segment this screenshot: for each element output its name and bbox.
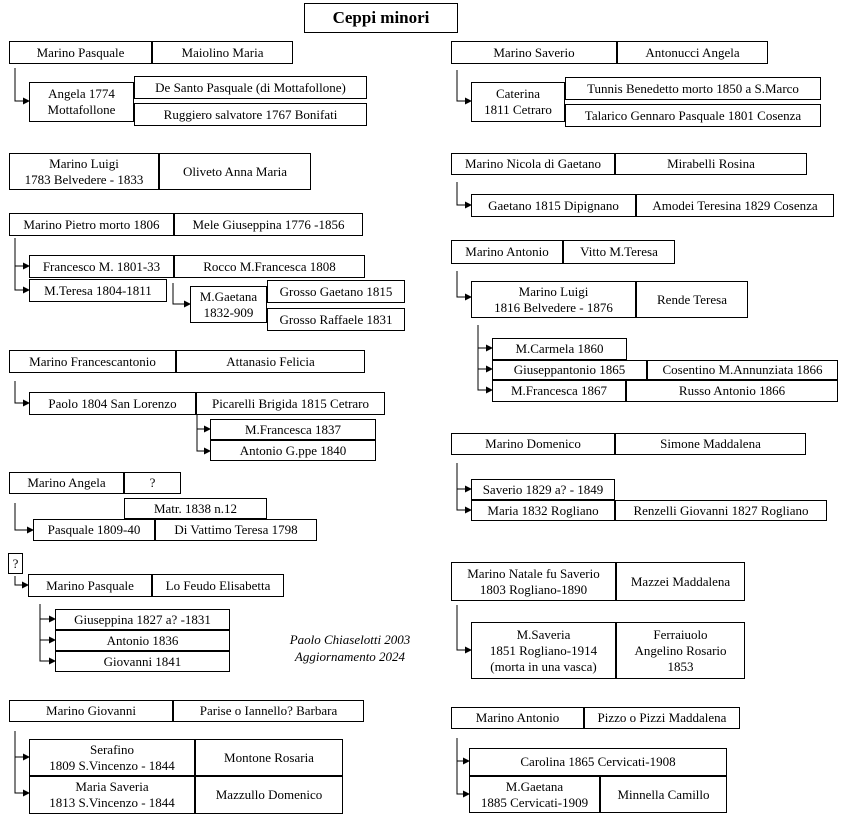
credit-update: Aggiornamento 2024: [294, 649, 406, 664]
spouse-box: Oliveto Anna Maria: [159, 153, 311, 190]
spouse-box: Ferraiuolo Angelino Rosario 1853: [616, 622, 745, 679]
grandchild-box: M.Francesca 1867: [492, 380, 626, 402]
child-box: Marino Luigi 1816 Belvedere - 1876: [471, 281, 636, 318]
child-box: Maria Saveria 1813 S.Vincenzo - 1844: [29, 776, 195, 814]
spouse-box: Mirabelli Rosina: [615, 153, 807, 175]
child-box: Antonio 1836: [55, 630, 230, 651]
connector-r2: [457, 182, 471, 205]
connector-r3-b: [478, 325, 492, 348]
spouse-box: Tunnis Benedetto morto 1850 a S.Marco: [565, 77, 821, 100]
spouse-box: Vitto M.Teresa: [563, 240, 675, 264]
connector-r6-b: [457, 761, 469, 794]
connector-r5: [457, 605, 471, 650]
person-box: Marino Pasquale: [28, 574, 152, 597]
spouse-box: Pizzo o Pizzi Maddalena: [584, 707, 740, 729]
spouse-box: Rende Teresa: [636, 281, 748, 318]
connector-l6-b: [40, 604, 55, 619]
person-box: Marino Pietro morto 1806: [9, 213, 174, 236]
connector-r3-d: [478, 369, 492, 390]
child-box: Saverio 1829 a? - 1849: [471, 479, 615, 500]
child-box: Angela 1774 Mottafollone: [29, 82, 134, 122]
grandchild-box: M.Francesca 1837: [210, 419, 376, 440]
child-box: M.Saveria 1851 Rogliano-1914 (morta in una vasca): [471, 622, 616, 679]
spouse-box: Montone Rosaria: [195, 739, 343, 776]
connector-l5: [15, 503, 33, 530]
child-box: Pasquale 1809-40: [33, 519, 155, 541]
connector-l3-c: [173, 283, 190, 304]
connector-l3-a: [15, 238, 29, 266]
spouse-box: Maiolino Maria: [152, 41, 293, 64]
marriage-note: Matr. 1838 n.12: [124, 498, 267, 519]
spouse-box: Renzelli Giovanni 1827 Rogliano: [615, 500, 827, 521]
child-box: Serafino 1809 S.Vincenzo - 1844: [29, 739, 195, 776]
child-box: Carolina 1865 Cervicati-1908: [469, 748, 727, 776]
grandchild-box: M.Carmela 1860: [492, 338, 627, 360]
spouse-box: Antonucci Angela: [617, 41, 768, 64]
connector-r4-a: [457, 463, 471, 489]
spouse-box: Grosso Raffaele 1831: [267, 308, 405, 331]
spouse-box: Rocco M.Francesca 1808: [174, 255, 365, 278]
connector-l6-c: [40, 619, 55, 640]
connector-l3-b: [15, 266, 29, 290]
person-box: Marino Angela: [9, 472, 124, 494]
page-title: Ceppi minori: [304, 3, 458, 33]
spouse-box: Simone Maddalena: [615, 433, 806, 455]
person-box: Marino Antonio: [451, 707, 584, 729]
spouse-box: Russo Antonio 1866: [626, 380, 838, 402]
connector-l1: [15, 68, 29, 101]
connector-l6-a: [15, 576, 28, 585]
spouse-box: Minnella Camillo: [600, 776, 727, 813]
connector-r3-c: [478, 348, 492, 369]
spouse-box: Mazzullo Domenico: [195, 776, 343, 814]
connector-l7-b: [15, 757, 29, 793]
child-box: Giovanni 1841: [55, 651, 230, 672]
connector-r4-b: [457, 489, 471, 510]
person-box: Marino Domenico: [451, 433, 615, 455]
child-box: Francesco M. 1801-33: [29, 255, 174, 278]
spouse-box: Picarelli Brigida 1815 Cetraro: [196, 392, 385, 415]
person-box: Marino Pasquale: [9, 41, 152, 64]
connector-r3-a: [457, 271, 471, 297]
spouse-box: Lo Feudo Elisabetta: [152, 574, 284, 597]
spouse-box: ?: [124, 472, 181, 494]
grandchild-box: Antonio G.ppe 1840: [210, 440, 376, 461]
grandchild-box: M.Gaetana 1832-909: [190, 286, 267, 323]
spouse-box: Mazzei Maddalena: [616, 562, 745, 601]
person-box: Marino Antonio: [451, 240, 563, 264]
person-box: Marino Giovanni: [9, 700, 173, 722]
child-box: M.Gaetana 1885 Cervicati-1909: [469, 776, 600, 813]
connector-l6-d: [40, 640, 55, 661]
connector-l4-a: [15, 381, 29, 403]
child-box: M.Teresa 1804-1811: [29, 279, 167, 302]
person-box: Marino Francescantonio: [9, 350, 176, 373]
spouse-box: Talarico Gennaro Pasquale 1801 Cosenza: [565, 104, 821, 127]
connector-l7-a: [15, 731, 29, 757]
credit-author: Paolo Chiaselotti 2003: [289, 632, 411, 647]
spouse-box: Grosso Gaetano 1815: [267, 280, 405, 303]
connector-r1: [457, 70, 471, 101]
grandchild-box: Giuseppantonio 1865: [492, 360, 647, 380]
connector-l4-c: [197, 429, 210, 451]
child-box: Caterina 1811 Cetraro: [471, 82, 565, 122]
spouse-box: Ruggiero salvatore 1767 Bonifati: [134, 103, 367, 126]
spouse-box: Mele Giuseppina 1776 -1856: [174, 213, 363, 236]
person-box: Marino Nicola di Gaetano: [451, 153, 615, 175]
spouse-box: Cosentino M.Annunziata 1866: [647, 360, 838, 380]
spouse-box: De Santo Pasquale (di Mottafollone): [134, 76, 367, 99]
child-box: Maria 1832 Rogliano: [471, 500, 615, 521]
person-box: Marino Natale fu Saverio 1803 Rogliano-1890: [451, 562, 616, 601]
child-box: Giuseppina 1827 a? -1831: [55, 609, 230, 630]
person-box: Marino Luigi 1783 Belvedere - 1833: [9, 153, 159, 190]
connector-r6-a: [457, 738, 469, 761]
spouse-box: Di Vattimo Teresa 1798: [155, 519, 317, 541]
person-box: Marino Saverio: [451, 41, 617, 64]
unknown-ancestor-box: ?: [8, 553, 23, 574]
spouse-box: Amodei Teresina 1829 Cosenza: [636, 194, 834, 217]
child-box: Paolo 1804 San Lorenzo: [29, 392, 196, 415]
child-box: Gaetano 1815 Dipignano: [471, 194, 636, 217]
spouse-box: Attanasio Felicia: [176, 350, 365, 373]
spouse-box: Parise o Iannello? Barbara: [173, 700, 364, 722]
connector-l4-b: [197, 413, 210, 429]
